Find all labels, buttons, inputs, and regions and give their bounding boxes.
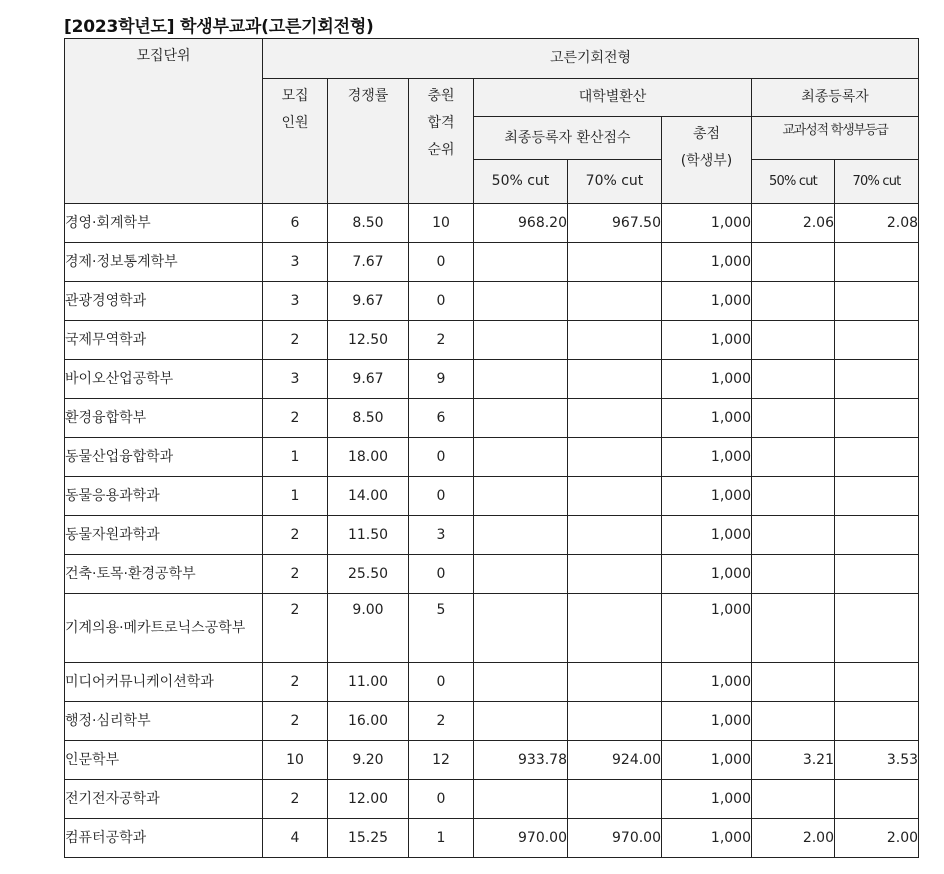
cell-unit: 컴퓨터공학과 — [65, 819, 263, 858]
cell-rate: 18.00 — [328, 438, 409, 477]
cell-score-cut50: 968.20 — [474, 204, 568, 243]
header-admission: 고른기회전형 — [263, 39, 919, 79]
cell-score-cut50 — [474, 243, 568, 282]
cell-grade-cut50 — [752, 477, 835, 516]
cell-unit: 행정·심리학부 — [65, 702, 263, 741]
table-row — [65, 321, 919, 360]
cell-score-cut50 — [474, 780, 568, 819]
cell-rate: 9.67 — [328, 360, 409, 399]
cell-score-cut70 — [568, 360, 662, 399]
cell-rate: 9.20 — [328, 741, 409, 780]
cell-total: 1,000 — [662, 663, 752, 702]
cell-total: 1,000 — [662, 360, 752, 399]
cell-rank: 0 — [409, 663, 474, 702]
cell-rank: 3 — [409, 516, 474, 555]
table-row — [65, 702, 919, 741]
cell-grade-cut70 — [835, 594, 919, 663]
cell-rank: 0 — [409, 438, 474, 477]
cell-rank: 12 — [409, 741, 474, 780]
cell-unit: 동물산업융합학과 — [65, 438, 263, 477]
cell-quota: 2 — [263, 780, 328, 819]
cell-total: 1,000 — [662, 399, 752, 438]
cell-rate: 8.50 — [328, 204, 409, 243]
cell-score-cut70 — [568, 477, 662, 516]
cell-rank: 2 — [409, 702, 474, 741]
cell-grade-cut70 — [835, 663, 919, 702]
table-row — [65, 516, 919, 555]
cell-rate: 11.50 — [328, 516, 409, 555]
cell-unit: 환경융합학부 — [65, 399, 263, 438]
cell-grade-cut70 — [835, 438, 919, 477]
cell-grade-cut70 — [835, 780, 919, 819]
cell-rate: 12.00 — [328, 780, 409, 819]
cell-rank: 2 — [409, 321, 474, 360]
cell-grade-cut70 — [835, 555, 919, 594]
cell-total: 1,000 — [662, 702, 752, 741]
cell-grade-cut50 — [752, 243, 835, 282]
cell-score-cut50 — [474, 663, 568, 702]
header-total: 총점 (학생부) — [662, 117, 752, 204]
cell-quota: 2 — [263, 663, 328, 702]
cell-grade-cut50 — [752, 663, 835, 702]
cell-unit: 인문학부 — [65, 741, 263, 780]
cell-quota: 2 — [263, 321, 328, 360]
table-row — [65, 594, 919, 663]
header-waitlist: 충원 합격 순위 — [409, 79, 474, 204]
cell-grade-cut70 — [835, 702, 919, 741]
cell-rate: 25.50 — [328, 555, 409, 594]
cell-score-cut70 — [568, 663, 662, 702]
cell-total: 1,000 — [662, 243, 752, 282]
cell-grade-cut50 — [752, 282, 835, 321]
header-grade-cut50: 50% cut — [752, 160, 835, 204]
cell-grade-cut70 — [835, 360, 919, 399]
cell-score-cut50 — [474, 555, 568, 594]
header-final-grade: 교과성적 학생부등급 — [752, 117, 919, 160]
cell-rank: 0 — [409, 282, 474, 321]
header-grade-cut70: 70% cut — [835, 160, 919, 204]
header-final-reg: 최종등록자 — [752, 79, 919, 117]
cell-score-cut70 — [568, 321, 662, 360]
cell-quota: 1 — [263, 477, 328, 516]
header-score-cut50: 50% cut — [474, 160, 568, 204]
cell-rate: 9.67 — [328, 282, 409, 321]
cell-quota: 3 — [263, 360, 328, 399]
cell-grade-cut70 — [835, 321, 919, 360]
cell-unit: 경제·정보통계학부 — [65, 243, 263, 282]
cell-rank: 9 — [409, 360, 474, 399]
table-row — [65, 663, 919, 702]
cell-score-cut70 — [568, 702, 662, 741]
table-row — [65, 360, 919, 399]
cell-score-cut70 — [568, 399, 662, 438]
cell-score-cut70 — [568, 282, 662, 321]
cell-quota: 2 — [263, 555, 328, 594]
cell-score-cut50 — [474, 321, 568, 360]
cell-grade-cut70: 3.53 — [835, 741, 919, 780]
cell-score-cut70: 970.00 — [568, 819, 662, 858]
cell-unit: 기계의용·메카트로닉스공학부 — [65, 594, 263, 663]
cell-quota: 2 — [263, 516, 328, 555]
cell-score-cut70 — [568, 438, 662, 477]
header-competition: 경쟁률 — [328, 79, 409, 204]
cell-rate: 12.50 — [328, 321, 409, 360]
cell-rate: 8.50 — [328, 399, 409, 438]
cell-grade-cut70 — [835, 516, 919, 555]
cell-rate: 7.67 — [328, 243, 409, 282]
cell-score-cut50 — [474, 516, 568, 555]
cell-total: 1,000 — [662, 477, 752, 516]
cell-unit: 국제무역학과 — [65, 321, 263, 360]
cell-quota: 6 — [263, 204, 328, 243]
cell-score-cut50 — [474, 360, 568, 399]
cell-unit: 경영·회계학부 — [65, 204, 263, 243]
cell-rank: 0 — [409, 477, 474, 516]
cell-score-cut70 — [568, 780, 662, 819]
cell-grade-cut70 — [835, 282, 919, 321]
cell-score-cut50: 933.78 — [474, 741, 568, 780]
cell-grade-cut50: 2.00 — [752, 819, 835, 858]
cell-grade-cut50 — [752, 321, 835, 360]
cell-score-cut70: 967.50 — [568, 204, 662, 243]
cell-total: 1,000 — [662, 204, 752, 243]
cell-grade-cut50 — [752, 360, 835, 399]
cell-grade-cut50 — [752, 399, 835, 438]
cell-score-cut50 — [474, 702, 568, 741]
table-row — [65, 780, 919, 819]
cell-grade-cut50 — [752, 555, 835, 594]
table-row — [65, 204, 919, 243]
cell-total: 1,000 — [662, 438, 752, 477]
cell-score-cut50: 970.00 — [474, 819, 568, 858]
table-row — [65, 819, 919, 858]
cell-rank: 1 — [409, 819, 474, 858]
cell-rank: 0 — [409, 243, 474, 282]
cell-grade-cut50 — [752, 702, 835, 741]
cell-rank: 10 — [409, 204, 474, 243]
cell-grade-cut70 — [835, 243, 919, 282]
cell-unit: 동물응용과학과 — [65, 477, 263, 516]
cell-total: 1,000 — [662, 819, 752, 858]
cell-score-cut50 — [474, 438, 568, 477]
cell-unit: 동물자원과학과 — [65, 516, 263, 555]
cell-grade-cut50 — [752, 516, 835, 555]
cell-unit: 미디어커뮤니케이션학과 — [65, 663, 263, 702]
cell-unit: 전기전자공학과 — [65, 780, 263, 819]
table-row — [65, 555, 919, 594]
cell-unit: 건축·토목·환경공학부 — [65, 555, 263, 594]
cell-score-cut50 — [474, 282, 568, 321]
table-row — [65, 243, 919, 282]
header-score-cut70: 70% cut — [568, 160, 662, 204]
cell-rank: 6 — [409, 399, 474, 438]
cell-grade-cut50 — [752, 594, 835, 663]
cell-rate: 11.00 — [328, 663, 409, 702]
cell-total: 1,000 — [662, 594, 752, 663]
cell-grade-cut50 — [752, 780, 835, 819]
cell-grade-cut50 — [752, 438, 835, 477]
cell-score-cut70 — [568, 516, 662, 555]
cell-unit: 관광경영학과 — [65, 282, 263, 321]
table-row — [65, 741, 919, 780]
cell-rate: 16.00 — [328, 702, 409, 741]
cell-rate: 14.00 — [328, 477, 409, 516]
cell-score-cut70 — [568, 243, 662, 282]
cell-quota: 10 — [263, 741, 328, 780]
cell-quota: 2 — [263, 702, 328, 741]
cell-grade-cut70 — [835, 399, 919, 438]
header-quota: 모집 인원 — [263, 79, 328, 204]
cell-score-cut70 — [568, 555, 662, 594]
cell-rank: 0 — [409, 780, 474, 819]
cell-rank: 0 — [409, 555, 474, 594]
cell-score-cut70: 924.00 — [568, 741, 662, 780]
table-row — [65, 282, 919, 321]
cell-quota: 2 — [263, 594, 328, 663]
cell-grade-cut50: 3.21 — [752, 741, 835, 780]
cell-unit: 바이오산업공학부 — [65, 360, 263, 399]
cell-grade-cut70: 2.08 — [835, 204, 919, 243]
page-title: [2023학년도] 학생부교과(고른기회전형) — [64, 17, 374, 37]
cell-rate: 9.00 — [328, 594, 409, 663]
cell-score-cut50 — [474, 399, 568, 438]
cell-quota: 4 — [263, 819, 328, 858]
cell-quota: 1 — [263, 438, 328, 477]
cell-quota: 2 — [263, 399, 328, 438]
cell-total: 1,000 — [662, 780, 752, 819]
cell-quota: 3 — [263, 282, 328, 321]
cell-score-cut50 — [474, 594, 568, 663]
admission-results-table — [64, 38, 919, 858]
cell-score-cut50 — [474, 477, 568, 516]
header-conversion: 대학별환산 — [474, 79, 752, 117]
cell-total: 1,000 — [662, 321, 752, 360]
header-unit: 모집단위 — [65, 39, 263, 204]
cell-grade-cut70: 2.00 — [835, 819, 919, 858]
cell-quota: 3 — [263, 243, 328, 282]
table-row — [65, 477, 919, 516]
cell-total: 1,000 — [662, 555, 752, 594]
cell-total: 1,000 — [662, 516, 752, 555]
cell-grade-cut70 — [835, 477, 919, 516]
cell-score-cut70 — [568, 594, 662, 663]
cell-rate: 15.25 — [328, 819, 409, 858]
cell-total: 1,000 — [662, 282, 752, 321]
cell-grade-cut50: 2.06 — [752, 204, 835, 243]
header-final-score: 최종등록자 환산점수 — [474, 117, 662, 160]
cell-total: 1,000 — [662, 741, 752, 780]
cell-rank: 5 — [409, 594, 474, 663]
table-row — [65, 438, 919, 477]
table-row — [65, 399, 919, 438]
